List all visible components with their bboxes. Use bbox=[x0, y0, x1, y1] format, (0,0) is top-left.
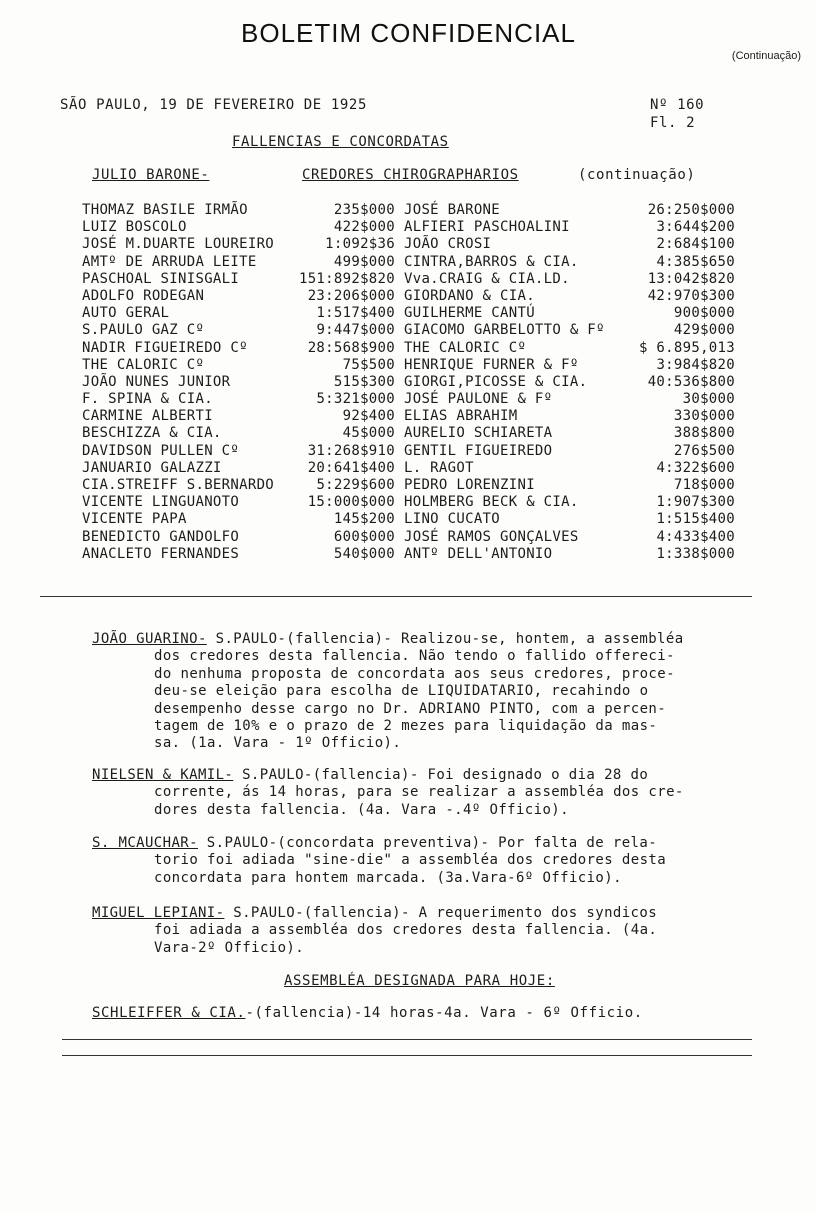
continuation-note: (Continuação) bbox=[731, 50, 801, 62]
creditor-amount: 2:684$100 bbox=[656, 236, 735, 253]
creditor-amount: 330$000 bbox=[673, 408, 735, 425]
entry-line: corrente, ás 14 horas, para se realizar a assembléa dos cre- bbox=[154, 784, 684, 801]
creditor-name: CINTRA,BARROS & CIA. bbox=[404, 253, 579, 270]
assembly-head: SCHLEIFFER & CIA. bbox=[92, 1005, 246, 1021]
creditor-amount: 540$000 bbox=[333, 545, 395, 562]
section-title: FALLENCIAS E CONCORDATAS bbox=[232, 134, 449, 150]
creditor-amount: 42:970$300 bbox=[647, 287, 735, 304]
entry-line: dos credores desta fallencia. Não tendo o fallido offereci- bbox=[154, 648, 675, 665]
creditor-name: ANTº DELL'ANTONIO bbox=[404, 545, 553, 562]
entry-line: concordata para hontem marcada. (3a.Vara-6º Officio). bbox=[154, 869, 622, 886]
entry-line: deu-se eleição para escolha de LIQUIDATARIO, recahindo o bbox=[154, 683, 649, 700]
creditor-name: JOÃO CROSI bbox=[404, 236, 492, 253]
creditor-name: ADOLFO RODEGAN bbox=[82, 287, 205, 304]
entry-head: JOÃO GUARINO- bbox=[92, 631, 207, 647]
entry-nielsen-kamil bbox=[92, 767, 762, 819]
creditor-name: ALFIERI PASCHOALINI bbox=[404, 219, 570, 236]
creditor-amount: 422$000 bbox=[333, 219, 395, 236]
creditor-amount: 13:042$820 bbox=[647, 270, 735, 287]
entry-line: foi adiada a assembléa dos credores desta fallencia. (4a. bbox=[154, 922, 658, 939]
creditor-amount: $ 6.895,013 bbox=[638, 339, 735, 356]
creditor-amount: 30$000 bbox=[682, 391, 735, 408]
creditor-name: BENEDICTO GANDOLFO bbox=[82, 528, 240, 545]
creditor-name: THE CALORIC Cº bbox=[404, 339, 527, 356]
date-line: SÃO PAULO, 19 DE FEVEREIRO DE 1925 bbox=[60, 97, 367, 113]
creditor-amount: 1:517$400 bbox=[316, 305, 395, 322]
bankrupt-name: JULIO BARONE- bbox=[92, 167, 210, 183]
creditor-name: JANUARIO GALAZZI bbox=[82, 459, 222, 476]
creditor-name: NADIR FIGUEIREDO Cº bbox=[82, 339, 248, 356]
creditor-amount: 31:268$910 bbox=[307, 442, 395, 459]
creditor-name: THE CALORIC Cº bbox=[82, 356, 205, 373]
creditor-name: GUILHERME CANTÚ bbox=[404, 305, 535, 322]
creditor-name: BESCHIZZA & CIA. bbox=[82, 425, 222, 442]
creditor-name: HENRIQUE FURNER & Fº bbox=[404, 356, 579, 373]
creditor-name: L. RAGOT bbox=[404, 459, 474, 476]
entry-line: S.PAULO-(fallencia)- A requerimento dos syndicos bbox=[224, 905, 658, 921]
assembly-detail: -(fallencia)-14 horas-4a. Vara - 6º Officio. bbox=[245, 1005, 643, 1021]
creditor-amount: 515$300 bbox=[333, 373, 395, 390]
creditor-name: F. SPINA & CIA. bbox=[82, 391, 213, 408]
creditor-amount: 151:892$820 bbox=[298, 270, 395, 287]
creditor-amount: 26:250$000 bbox=[647, 202, 735, 218]
creditor-name: JOSÉ BARONE bbox=[404, 202, 501, 218]
creditor-amount: 23:206$000 bbox=[307, 287, 395, 304]
creditor-amount: 235$000 bbox=[333, 202, 395, 218]
creditor-amount: 5:229$600 bbox=[316, 477, 395, 493]
creditor-amount: 28:568$900 bbox=[307, 339, 395, 356]
creditor-name: JOSÉ PAULONE & Fº bbox=[404, 391, 553, 408]
assembly-entry bbox=[92, 1005, 643, 1021]
creditor-amount: 900$000 bbox=[673, 305, 735, 322]
creditor-name: GENTIL FIGUEIREDO bbox=[404, 442, 553, 459]
creditor-amount: 1:907$300 bbox=[656, 494, 735, 511]
document-title: BOLETIM CONFIDENCIAL bbox=[241, 18, 576, 48]
entry-line: tagem de 10% e o prazo de 2 mezes para liquidação da mas- bbox=[154, 718, 658, 735]
sheet-number: Fl. 2 bbox=[650, 115, 696, 131]
creditor-name: ELIAS ABRAHIM bbox=[404, 408, 518, 425]
creditor-name: THOMAZ BASILE IRMÃO bbox=[82, 202, 248, 218]
entry-line: S.PAULO-(fallencia)- Realizou-se, hontem, a assembléa bbox=[206, 631, 684, 647]
entry-line: S.PAULO-(concordata preventiva)- Por falta de rela- bbox=[197, 835, 658, 851]
entry-miguel-lepiani bbox=[92, 905, 762, 957]
creditor-amount: 145$200 bbox=[333, 511, 395, 528]
entry-s-mcauchar bbox=[92, 835, 762, 887]
creditor-amount: 20:641$400 bbox=[307, 459, 395, 476]
issue-number: Nº 160 bbox=[650, 97, 705, 113]
creditor-amount: 92$400 bbox=[342, 408, 395, 425]
entry-line: dores desta fallencia. (4a. Vara -.4º Officio). bbox=[154, 801, 569, 818]
creditor-name: AMTº DE ARRUDA LEITE bbox=[82, 253, 257, 270]
creditor-amount: 4:322$600 bbox=[656, 459, 735, 476]
creditor-amount: 4:385$650 bbox=[656, 253, 735, 270]
entry-line: sa. (1a. Vara - 1º Officio). bbox=[154, 735, 402, 752]
divider bbox=[62, 1039, 752, 1040]
creditor-name: LINO CUCATO bbox=[404, 511, 501, 528]
creditor-name: HOLMBERG BECK & CIA. bbox=[404, 494, 579, 511]
creditor-amount: 429$000 bbox=[673, 322, 735, 339]
creditor-amount: 1:515$400 bbox=[656, 511, 735, 528]
creditor-name: CARMINE ALBERTI bbox=[82, 408, 213, 425]
creditor-amount: 1:092$36 bbox=[325, 236, 395, 253]
creditor-amount: 5:321$000 bbox=[316, 391, 395, 408]
creditor-name: AURELIO SCHIARETA bbox=[404, 425, 553, 442]
creditor-name: CIA.STREIFF S.BERNARDO bbox=[82, 477, 275, 493]
creditor-amount: 718$000 bbox=[673, 477, 735, 493]
creditor-amount: 4:433$400 bbox=[656, 528, 735, 545]
creditor-name: GIORGI,PICOSSE & CIA. bbox=[404, 373, 588, 390]
creditor-amount: 1:338$000 bbox=[656, 545, 735, 562]
creditor-amount: 45$000 bbox=[342, 425, 395, 442]
creditor-amount: 3:644$200 bbox=[656, 219, 735, 236]
creditor-amount: 3:984$820 bbox=[656, 356, 735, 373]
creditor-amount: 499$000 bbox=[333, 253, 395, 270]
creditor-name: ANACLETO FERNANDES bbox=[82, 545, 240, 562]
creditor-name: S.PAULO GAZ Cº bbox=[82, 322, 205, 339]
entry-line: torio foi adiada "sine-die" a assembléa dos credores desta bbox=[154, 852, 667, 869]
creditor-name: LUIZ BOSCOLO bbox=[82, 219, 187, 236]
divider bbox=[40, 596, 752, 597]
creditor-amount: 276$500 bbox=[673, 442, 735, 459]
entry-head: MIGUEL LEPIANI- bbox=[92, 905, 225, 921]
creditor-name: JOSÉ M.DUARTE LOUREIRO bbox=[82, 236, 275, 253]
continuation-label: (continuação) bbox=[578, 167, 696, 183]
creditor-name: DAVIDSON PULLEN Cº bbox=[82, 442, 240, 459]
entry-head: S. MCAUCHAR- bbox=[92, 835, 198, 851]
entry-line: do nenhuma proposta de concordata aos seus credores, proce- bbox=[154, 665, 675, 682]
divider bbox=[62, 1055, 752, 1056]
creditor-amount: 15:000$000 bbox=[307, 494, 395, 511]
creditor-name: PASCHOAL SINISGALI bbox=[82, 270, 240, 287]
creditor-amount: 9:447$000 bbox=[316, 322, 395, 339]
creditor-name: VICENTE PAPA bbox=[82, 511, 187, 528]
entry-line: S.PAULO-(fallencia)- Foi designado o dia 28 do bbox=[233, 767, 649, 783]
creditor-amount: 600$000 bbox=[333, 528, 395, 545]
entry-joao-guarino bbox=[92, 631, 762, 753]
creditor-name: JOSÉ RAMOS GONÇALVES bbox=[404, 528, 579, 545]
creditor-amount: 40:536$800 bbox=[647, 373, 735, 390]
creditor-amount: 75$500 bbox=[342, 356, 395, 373]
creditor-name: AUTO GERAL bbox=[82, 305, 170, 322]
creditor-name: VICENTE LINGUANOTO bbox=[82, 494, 240, 511]
creditor-name: JOÃO NUNES JUNIOR bbox=[82, 373, 231, 390]
creditor-name: PEDRO LORENZINI bbox=[404, 477, 535, 493]
creditor-name: Vva.CRAIG & CIA.LD. bbox=[404, 270, 570, 287]
creditor-name: GIORDANO & CIA. bbox=[404, 287, 535, 304]
entry-line: desempenho desse cargo no Dr. ADRIANO PINTO, com a percen- bbox=[154, 700, 667, 717]
creditors-heading: CREDORES CHIROGRAPHARIOS bbox=[302, 167, 519, 183]
assembly-heading: ASSEMBLÉA DESIGNADA PARA HOJE: bbox=[284, 973, 555, 989]
creditor-name: GIACOMO GARBELOTTO & Fº bbox=[404, 322, 605, 339]
creditor-amount: 388$800 bbox=[673, 425, 735, 442]
entry-head: NIELSEN & KAMIL- bbox=[92, 767, 234, 783]
entry-line: Vara-2º Officio). bbox=[154, 939, 305, 956]
